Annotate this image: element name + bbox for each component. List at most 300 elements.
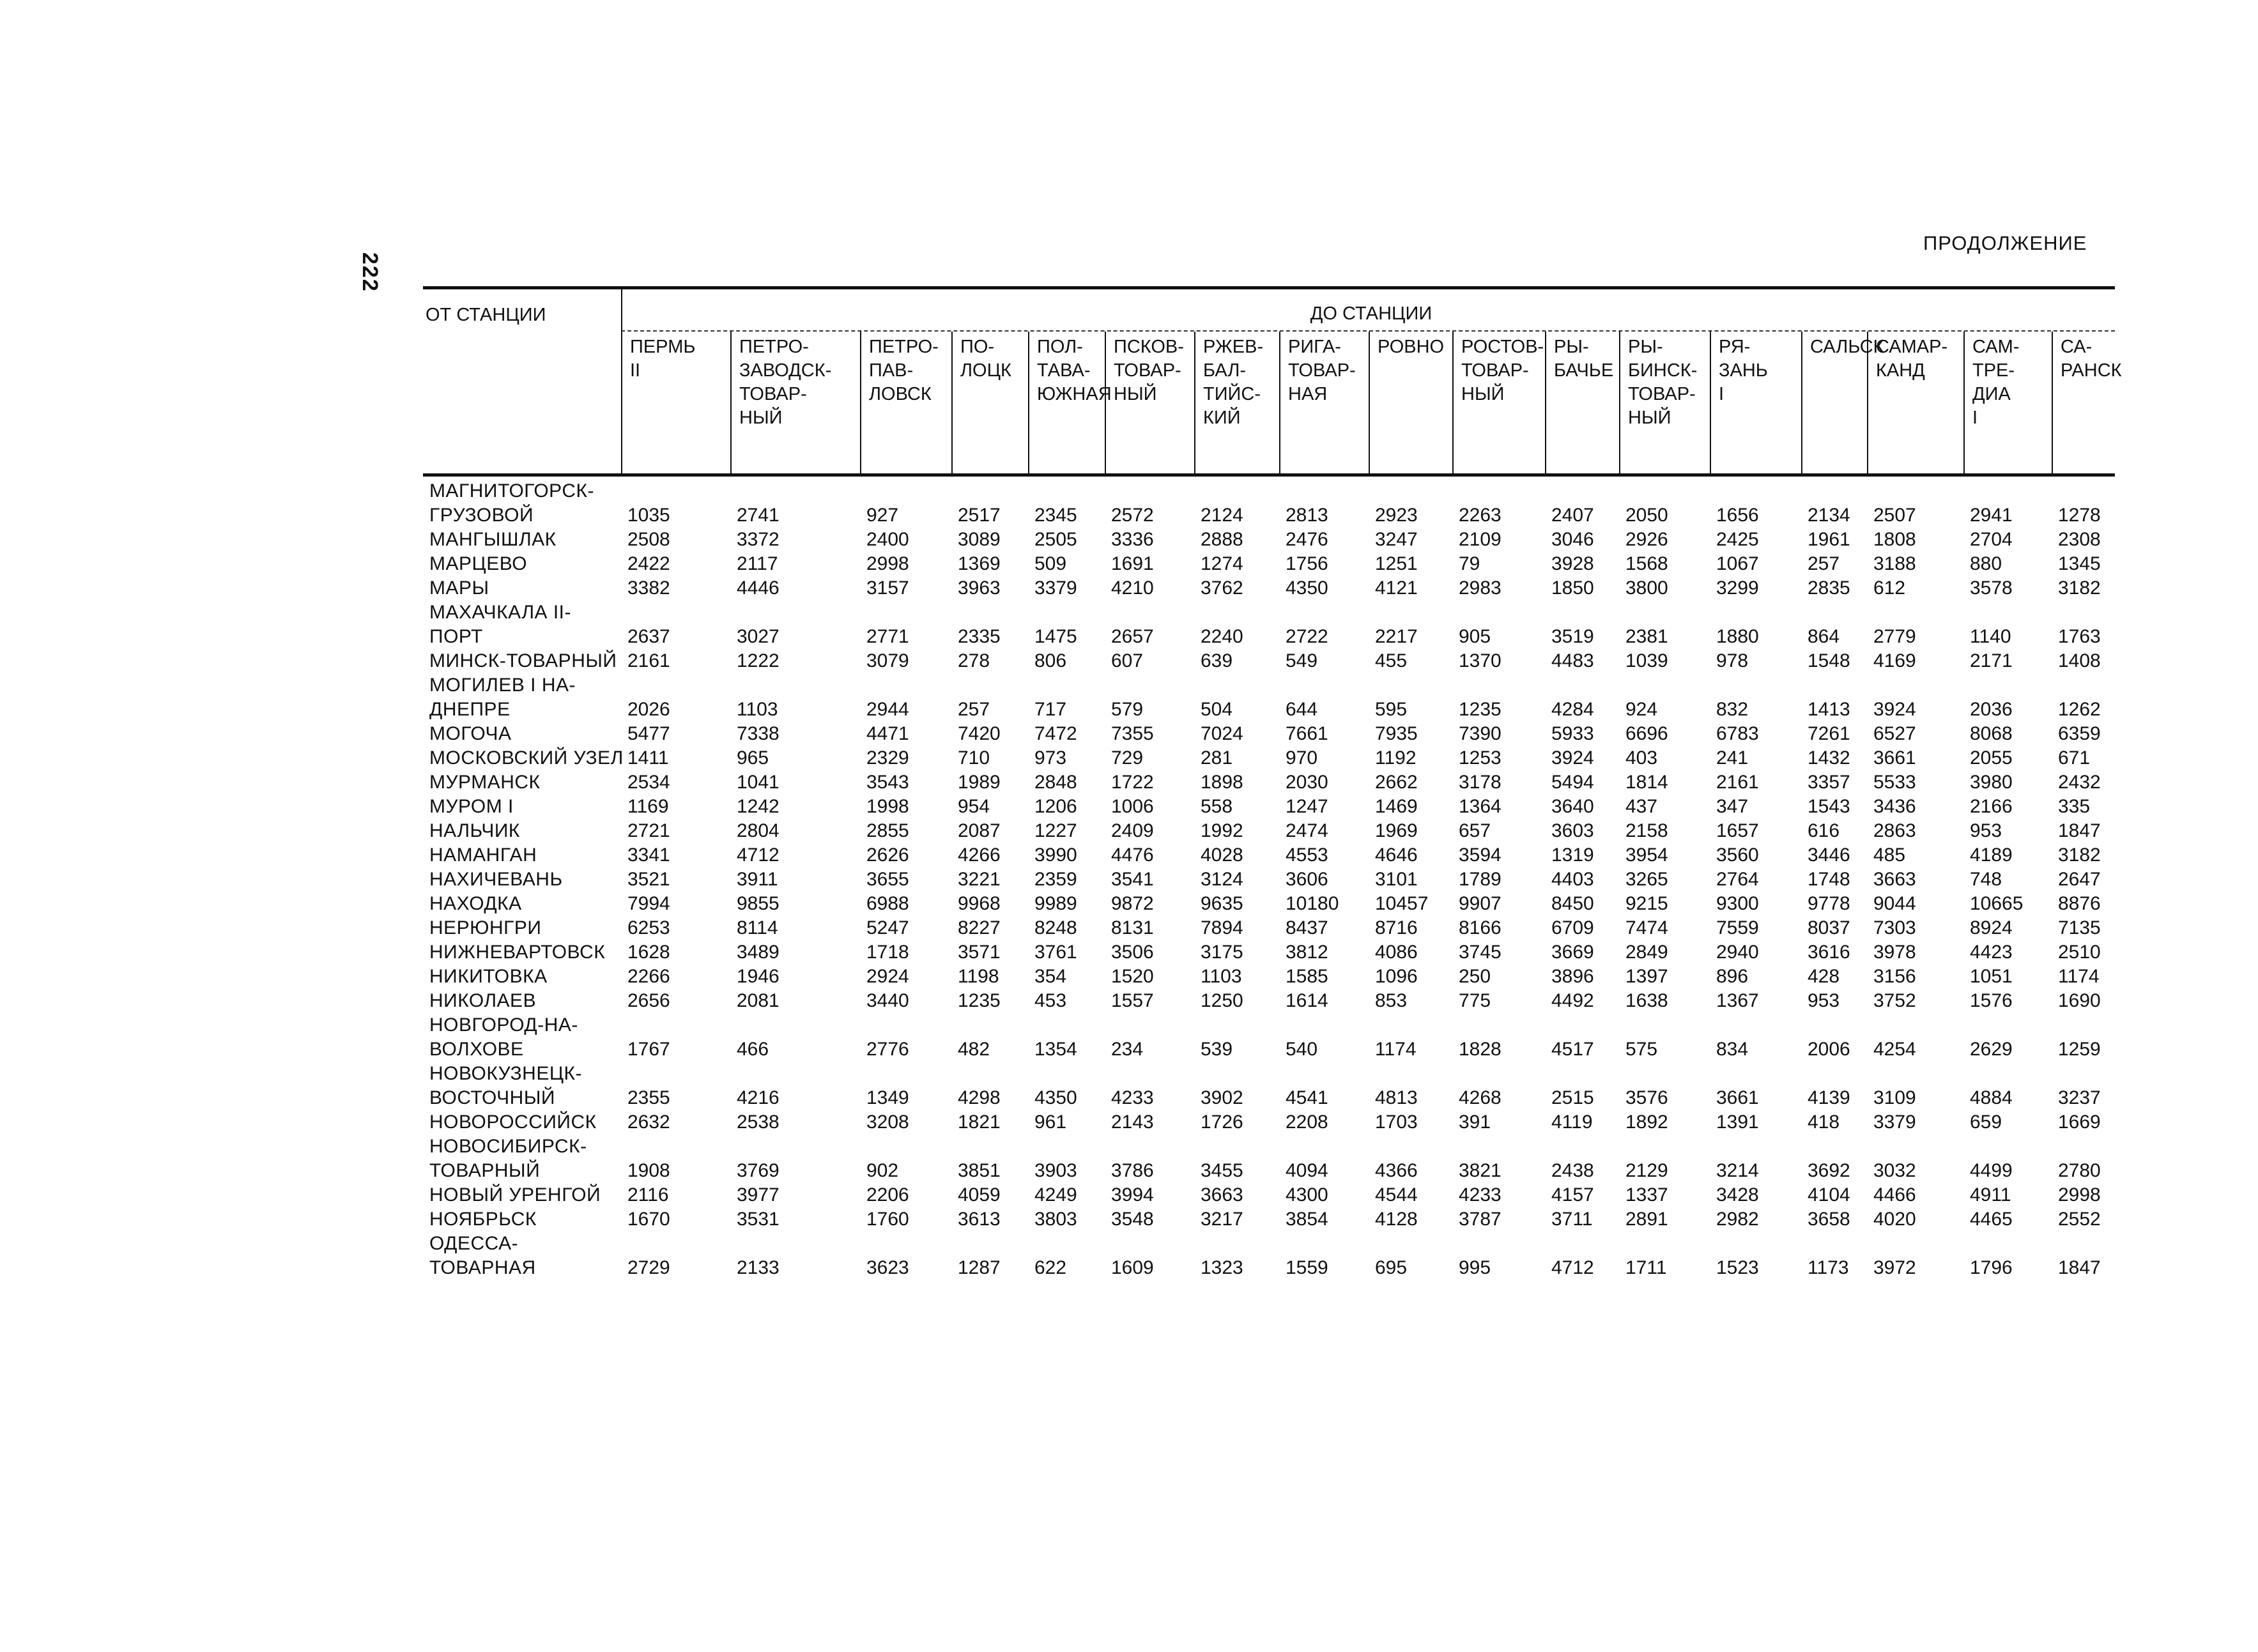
distance-cell: 3182 (2058, 845, 2101, 866)
distance-cell: 3175 (1201, 942, 1243, 963)
distance-cell: 3208 (866, 1112, 909, 1133)
distance-cell: 3924 (1873, 699, 1916, 720)
distance-cell: 2888 (1201, 529, 1243, 550)
distance-cell: 896 (1716, 966, 1749, 987)
station-name: НИКИТОВКА (429, 966, 548, 987)
distance-cell: 2657 (1111, 626, 1154, 647)
distance-cell: 4466 (1873, 1184, 1916, 1205)
distance-cell: 3336 (1111, 529, 1154, 550)
distance-cell: 1247 (1286, 796, 1328, 817)
distance-cell: 3616 (1808, 942, 1850, 963)
distance-cell: 1274 (1201, 553, 1243, 574)
table-row (423, 1256, 2115, 1280)
distance-cell: 2134 (1808, 505, 1850, 526)
distance-cell: 2998 (2058, 1184, 2101, 1205)
distance-cell: 729 (1111, 747, 1144, 769)
column-header: РЯ- ЗАНЬ I (1710, 332, 1801, 473)
to-station-header: ДО СТАНЦИИ (621, 289, 2115, 332)
distance-cell: 2006 (1808, 1039, 1850, 1060)
station-name: НАХОДКА (429, 893, 522, 914)
station-name: ТОВАРНЫЙ (429, 1160, 541, 1181)
distance-cell: 10180 (1286, 893, 1339, 914)
distance-cell: 2117 (737, 553, 778, 574)
distance-cell: 2425 (1716, 529, 1759, 550)
distance-cell: 1568 (1625, 553, 1668, 574)
distance-cell: 3623 (866, 1257, 909, 1278)
distance-cell: 4254 (1873, 1039, 1916, 1060)
distance-cell: 7420 (958, 723, 1001, 744)
distance-cell: 3606 (1286, 869, 1328, 890)
distance-cell: 9855 (737, 893, 780, 914)
distance-cell: 2166 (1970, 796, 2013, 817)
distance-cell: 927 (866, 505, 899, 526)
distance-cell: 1413 (1808, 699, 1850, 720)
column-header: РЫ- БАЧЬЕ (1545, 332, 1619, 473)
table-row (423, 965, 2115, 989)
distance-cell: 639 (1201, 650, 1233, 671)
distance-cell: 5247 (866, 917, 909, 938)
distance-cell: 3428 (1716, 1184, 1759, 1205)
station-name: НОВОРОССИЙСК (429, 1112, 597, 1133)
distance-cell: 8437 (1286, 917, 1328, 938)
distance-cell: 2534 (627, 772, 670, 793)
distance-cell: 1520 (1111, 966, 1154, 987)
distance-cell: 3571 (958, 942, 1001, 963)
distance-cell: 8716 (1375, 917, 1418, 938)
distance-cell: 2409 (1111, 820, 1154, 841)
distance-cell: 1408 (2058, 650, 2101, 671)
distance-cell: 1559 (1286, 1257, 1328, 1278)
distance-cell: 2335 (958, 626, 1001, 647)
distance-cell: 2432 (2058, 772, 2101, 793)
distance-cell: 2771 (866, 626, 909, 647)
distance-cell: 4350 (1286, 577, 1328, 599)
distance-cell: 3341 (627, 845, 670, 866)
distance-cell: 1998 (866, 796, 909, 817)
distance-cell: 1946 (737, 966, 780, 987)
distance-cell: 3851 (958, 1160, 1001, 1181)
distance-cell: 1628 (627, 942, 670, 963)
distance-cell: 1767 (627, 1039, 670, 1060)
distance-cell: 902 (866, 1160, 899, 1181)
distance-cell: 1140 (1970, 626, 2011, 647)
distance-cell: 973 (1034, 747, 1067, 769)
distance-cell: 1039 (1625, 650, 1668, 671)
distance-cell: 3761 (1034, 942, 1077, 963)
table-row (423, 1183, 2115, 1207)
distance-cell: 4403 (1551, 869, 1594, 890)
station-name: НАЛЬЧИК (429, 820, 520, 841)
distance-cell: 3640 (1551, 796, 1594, 817)
distance-cell: 4911 (1970, 1184, 2011, 1205)
distance-cell: 2923 (1375, 505, 1418, 526)
station-name: ВОЛХОВЕ (429, 1039, 524, 1060)
station-name: ПОРТ (429, 626, 483, 647)
station-name: ГРУЗОВОЙ (429, 505, 534, 526)
distance-cell: 3506 (1111, 942, 1154, 963)
distance-cell: 9300 (1716, 893, 1759, 914)
distance-cell: 3217 (1201, 1209, 1243, 1230)
distance-cell: 2552 (2058, 1209, 2101, 1230)
distance-cell: 1198 (958, 966, 999, 987)
distance-cell: 1174 (2058, 966, 2100, 987)
distance-cell: 8166 (1459, 917, 1501, 938)
distance-cell: 3046 (1551, 529, 1594, 550)
distance-cell: 4189 (1970, 845, 2013, 866)
distance-cell: 7472 (1034, 723, 1077, 744)
distance-cell: 4157 (1551, 1184, 1594, 1205)
distance-cell: 4544 (1375, 1184, 1418, 1205)
table-row (423, 479, 2115, 503)
distance-cell: 1847 (2058, 820, 2101, 841)
distance-cell: 2517 (958, 505, 1001, 526)
distance-cell: 775 (1459, 990, 1491, 1011)
distance-cell: 1242 (737, 796, 780, 817)
distance-cell: 1041 (737, 772, 780, 793)
distance-cell: 4169 (1873, 650, 1916, 671)
table-row (423, 1110, 2115, 1135)
column-header: ПЕТРО- ЗАВОДСК- ТОВАР- НЫЙ (730, 332, 860, 473)
table-row (423, 819, 2115, 843)
distance-cell: 3661 (1873, 747, 1916, 769)
distance-cell: 1235 (958, 990, 1001, 1011)
distance-cell: 2891 (1625, 1209, 1668, 1230)
distance-cell: 7559 (1716, 917, 1759, 938)
distance-cell: 3548 (1111, 1209, 1154, 1230)
station-name: МАХАЧКАЛА II- (429, 602, 572, 623)
distance-cell: 2510 (2058, 942, 2101, 963)
distance-cell: 1475 (1034, 626, 1077, 647)
distance-cell: 2632 (627, 1112, 670, 1133)
station-name: МАГНИТОГОРСК- (429, 480, 594, 501)
distance-cell: 8876 (2058, 893, 2101, 914)
table-body (423, 479, 2115, 1280)
distance-cell: 3379 (1034, 577, 1077, 599)
table-row (423, 673, 2115, 698)
distance-cell: 455 (1375, 650, 1408, 671)
distance-cell: 953 (1970, 820, 2002, 841)
distance-cell: 4094 (1286, 1160, 1328, 1181)
distance-cell: 3854 (1286, 1209, 1328, 1230)
station-name: МУРОМ I (429, 796, 514, 817)
distance-cell: 1250 (1201, 990, 1243, 1011)
distance-cell: 1670 (627, 1209, 670, 1230)
distance-cell: 1585 (1286, 966, 1328, 987)
distance-cell: 1557 (1111, 990, 1154, 1011)
distance-cell: 2776 (866, 1039, 909, 1060)
distance-cell: 8227 (958, 917, 1001, 938)
distance-cell: 4350 (1034, 1087, 1077, 1108)
distance-cell: 1543 (1808, 796, 1850, 817)
distance-cell: 1169 (627, 796, 669, 817)
distance-cell: 2422 (627, 553, 670, 574)
column-header: СА- РАНСК (2052, 332, 2115, 473)
distance-cell: 607 (1111, 650, 1144, 671)
distance-cell: 3178 (1459, 772, 1501, 793)
distance-cell: 7261 (1808, 723, 1850, 744)
distance-cell: 1227 (1034, 820, 1077, 841)
distance-cell: 3663 (1201, 1184, 1243, 1205)
distance-cell: 2626 (866, 845, 909, 866)
distance-cell: 2124 (1201, 505, 1243, 526)
distance-cell: 3787 (1459, 1209, 1501, 1230)
distance-cell: 3752 (1873, 990, 1916, 1011)
distance-cell: 710 (958, 747, 990, 769)
distance-cell: 1287 (958, 1257, 1001, 1278)
distance-cell: 4104 (1808, 1184, 1850, 1205)
distance-cell: 4121 (1375, 577, 1418, 599)
distance-cell: 1814 (1625, 772, 1668, 793)
distance-cell: 2855 (866, 820, 909, 841)
distance-cell: 9907 (1459, 893, 1501, 914)
distance-table (423, 286, 2122, 1280)
distance-cell: 3519 (1551, 626, 1594, 647)
distance-cell: 3027 (737, 626, 780, 647)
distance-cell: 6783 (1716, 723, 1759, 744)
distance-cell: 1251 (1375, 553, 1418, 574)
distance-cell: 79 (1459, 553, 1480, 574)
distance-cell: 1669 (2058, 1112, 2101, 1133)
column-header: САЛЬСК (1801, 332, 1867, 473)
distance-cell: 4483 (1551, 650, 1594, 671)
distance-cell: 4128 (1375, 1209, 1418, 1230)
distance-cell: 1763 (2058, 626, 2101, 647)
distance-cell: 2359 (1034, 869, 1077, 890)
distance-cell: 3299 (1716, 577, 1759, 599)
distance-cell: 6527 (1873, 723, 1916, 744)
distance-cell: 1067 (1716, 553, 1759, 574)
distance-cell: 2662 (1375, 772, 1418, 793)
distance-cell: 3594 (1459, 845, 1501, 866)
distance-cell: 3032 (1873, 1160, 1916, 1181)
distance-cell: 1961 (1808, 529, 1850, 550)
distance-cell: 3182 (2058, 577, 2101, 599)
distance-cell: 1847 (2058, 1257, 2101, 1278)
table-row (423, 989, 2115, 1013)
table-row (423, 843, 2115, 868)
distance-cell: 1391 (1716, 1112, 1759, 1133)
distance-cell: 4298 (958, 1087, 1001, 1108)
station-name: НОВОСИБИРСК- (429, 1136, 587, 1157)
distance-cell: 2263 (1459, 505, 1501, 526)
distance-cell: 2240 (1201, 626, 1243, 647)
distance-cell: 3692 (1808, 1160, 1850, 1181)
distance-cell: 1411 (627, 747, 669, 769)
distance-cell: 2050 (1625, 505, 1668, 526)
distance-cell: 7474 (1625, 917, 1668, 938)
distance-cell: 2983 (1459, 577, 1501, 599)
distance-cell: 482 (958, 1039, 990, 1060)
distance-cell: 6709 (1551, 917, 1594, 938)
distance-cell: 5477 (627, 723, 670, 744)
distance-cell: 391 (1459, 1112, 1491, 1133)
distance-cell: 509 (1034, 553, 1067, 574)
distance-cell: 9044 (1873, 893, 1916, 914)
distance-cell: 4471 (866, 723, 909, 744)
distance-cell: 1051 (1970, 966, 2013, 987)
distance-cell: 3446 (1808, 845, 1850, 866)
distance-cell: 2507 (1873, 505, 1916, 526)
distance-cell: 3661 (1716, 1087, 1759, 1108)
station-name: НИЖНЕВАРТОВСК (429, 942, 606, 963)
station-name: НОВЫЙ УРЕНГОЙ (429, 1184, 601, 1205)
continuation-label: ПРОДОЛЖЕНИЕ (1923, 232, 2087, 254)
distance-cell: 2266 (627, 966, 670, 987)
distance-cell: 1337 (1625, 1184, 1668, 1205)
distance-cell: 4884 (1970, 1087, 2013, 1108)
distance-cell: 2780 (2058, 1160, 2101, 1181)
distance-cell: 2982 (1716, 1209, 1759, 1230)
distance-cell: 834 (1716, 1039, 1749, 1060)
distance-cell: 3762 (1201, 577, 1243, 599)
distance-cell: 4284 (1551, 699, 1594, 720)
distance-cell: 3980 (1970, 772, 2013, 793)
distance-cell: 1548 (1808, 650, 1850, 671)
distance-cell: 5533 (1873, 772, 1916, 793)
table-row (423, 649, 2115, 673)
distance-cell: 437 (1625, 796, 1658, 817)
distance-cell: 2129 (1625, 1160, 1668, 1181)
distance-cell: 924 (1625, 699, 1658, 720)
distance-cell: 1345 (2058, 553, 2101, 574)
distance-cell: 579 (1111, 699, 1144, 720)
distance-cell: 1908 (627, 1160, 670, 1181)
distance-cell: 3990 (1034, 845, 1077, 866)
station-name: МУРМАНСК (429, 772, 541, 793)
distance-cell: 8248 (1034, 917, 1077, 938)
distance-cell: 4476 (1111, 845, 1154, 866)
distance-cell: 4028 (1201, 845, 1243, 866)
distance-cell: 7894 (1201, 917, 1243, 938)
column-header: САМАР- КАНД (1867, 332, 1963, 473)
distance-cell: 2208 (1286, 1112, 1328, 1133)
distance-cell: 1898 (1201, 772, 1243, 793)
distance-cell: 6988 (866, 893, 909, 914)
distance-cell: 250 (1459, 966, 1491, 987)
table-header (423, 289, 2122, 473)
distance-cell: 1609 (1111, 1257, 1154, 1278)
distance-cell: 4210 (1111, 577, 1154, 599)
distance-cell: 2924 (866, 966, 909, 987)
distance-cell: 1432 (1808, 747, 1850, 769)
station-name: НЕРЮНГРИ (429, 917, 542, 938)
distance-cell: 3963 (958, 577, 1001, 599)
distance-cell: 748 (1970, 869, 2002, 890)
distance-cell: 9215 (1625, 893, 1668, 914)
distance-cell: 4813 (1375, 1087, 1418, 1108)
distance-cell: 7355 (1111, 723, 1154, 744)
column-header: РЖЕВ- БАЛ- ТИЙС- КИЙ (1194, 332, 1279, 473)
table-row (423, 892, 2115, 916)
distance-cell: 695 (1375, 1257, 1408, 1278)
distance-cell: 3079 (866, 650, 909, 671)
distance-cell: 4712 (737, 845, 780, 866)
distance-cell: 1323 (1201, 1257, 1243, 1278)
distance-cell: 3924 (1551, 747, 1594, 769)
distance-cell: 8131 (1111, 917, 1154, 938)
table-row (423, 552, 2115, 576)
distance-cell: 1278 (2058, 505, 2101, 526)
distance-cell: 1992 (1201, 820, 1243, 841)
distance-cell: 4517 (1551, 1039, 1594, 1060)
distance-cell: 2081 (737, 990, 780, 1011)
distance-cell: 3265 (1625, 869, 1668, 890)
distance-cell: 403 (1625, 747, 1658, 769)
distance-cell: 2474 (1286, 820, 1328, 841)
distance-cell: 1756 (1286, 553, 1328, 574)
distance-cell: 1760 (866, 1209, 909, 1230)
distance-cell: 540 (1286, 1039, 1318, 1060)
distance-cell: 2741 (737, 505, 780, 526)
table-row (423, 1037, 2115, 1062)
distance-cell: 806 (1034, 650, 1067, 671)
distance-cell: 3382 (627, 577, 670, 599)
distance-cell: 453 (1034, 990, 1067, 1011)
distance-cell: 2764 (1716, 869, 1759, 890)
distance-cell: 1880 (1716, 626, 1759, 647)
distance-cell: 3124 (1201, 869, 1243, 890)
distance-cell: 241 (1716, 747, 1749, 769)
distance-cell: 7661 (1286, 723, 1328, 744)
distance-cell: 1469 (1375, 796, 1418, 817)
table-row (423, 916, 2115, 940)
distance-cell: 1892 (1625, 1112, 1668, 1133)
distance-cell: 2656 (627, 990, 670, 1011)
table-row (423, 868, 2115, 892)
distance-cell: 671 (2058, 747, 2091, 769)
distance-cell: 2133 (737, 1257, 780, 1278)
distance-cell: 2572 (1111, 505, 1154, 526)
distance-cell: 9989 (1034, 893, 1077, 914)
station-name: НАМАНГАН (429, 845, 537, 866)
column-header: РЫ- БИНСК- ТОВАР- НЫЙ (1619, 332, 1710, 473)
distance-cell: 9872 (1111, 893, 1154, 914)
column-header: РОВНО (1369, 332, 1452, 473)
distance-cell: 3745 (1459, 942, 1501, 963)
distance-cell: 961 (1034, 1112, 1067, 1133)
distance-cell: 2308 (2058, 529, 2101, 550)
distance-cell: 1174 (1375, 1039, 1417, 1060)
distance-cell: 3669 (1551, 942, 1594, 963)
distance-cell: 4366 (1375, 1160, 1418, 1181)
distance-cell: 2329 (866, 747, 909, 769)
distance-cell: 5933 (1551, 723, 1594, 744)
distance-cell: 2476 (1286, 529, 1328, 550)
table-row (423, 1086, 2115, 1110)
column-header: РИГА- ТОВАР- НАЯ (1279, 332, 1369, 473)
distance-cell: 2116 (627, 1184, 669, 1205)
distance-cell: 965 (737, 747, 769, 769)
distance-cell: 622 (1034, 1257, 1067, 1278)
station-name: ОДЕССА- (429, 1233, 519, 1254)
distance-cell: 2998 (866, 553, 909, 574)
distance-cell: 3101 (1375, 869, 1418, 890)
distance-cell: 4553 (1286, 845, 1328, 866)
distance-cell: 2381 (1625, 626, 1668, 647)
distance-cell: 2345 (1034, 505, 1077, 526)
station-name: НОВОКУЗНЕЦК- (429, 1063, 583, 1084)
distance-cell: 2704 (1970, 529, 2013, 550)
station-name: НОЯБРЬСК (429, 1209, 537, 1230)
distance-cell: 1319 (1551, 845, 1594, 866)
distance-cell: 3156 (1873, 966, 1916, 987)
station-name: МОСКОВСКИЙ УЗЕЛ (429, 747, 624, 769)
distance-cell: 1253 (1459, 747, 1501, 769)
station-name: НОВГОРОД-НА- (429, 1014, 578, 1036)
distance-cell: 2161 (1716, 772, 1759, 793)
distance-cell: 3157 (866, 577, 909, 599)
distance-cell: 3663 (1873, 869, 1916, 890)
